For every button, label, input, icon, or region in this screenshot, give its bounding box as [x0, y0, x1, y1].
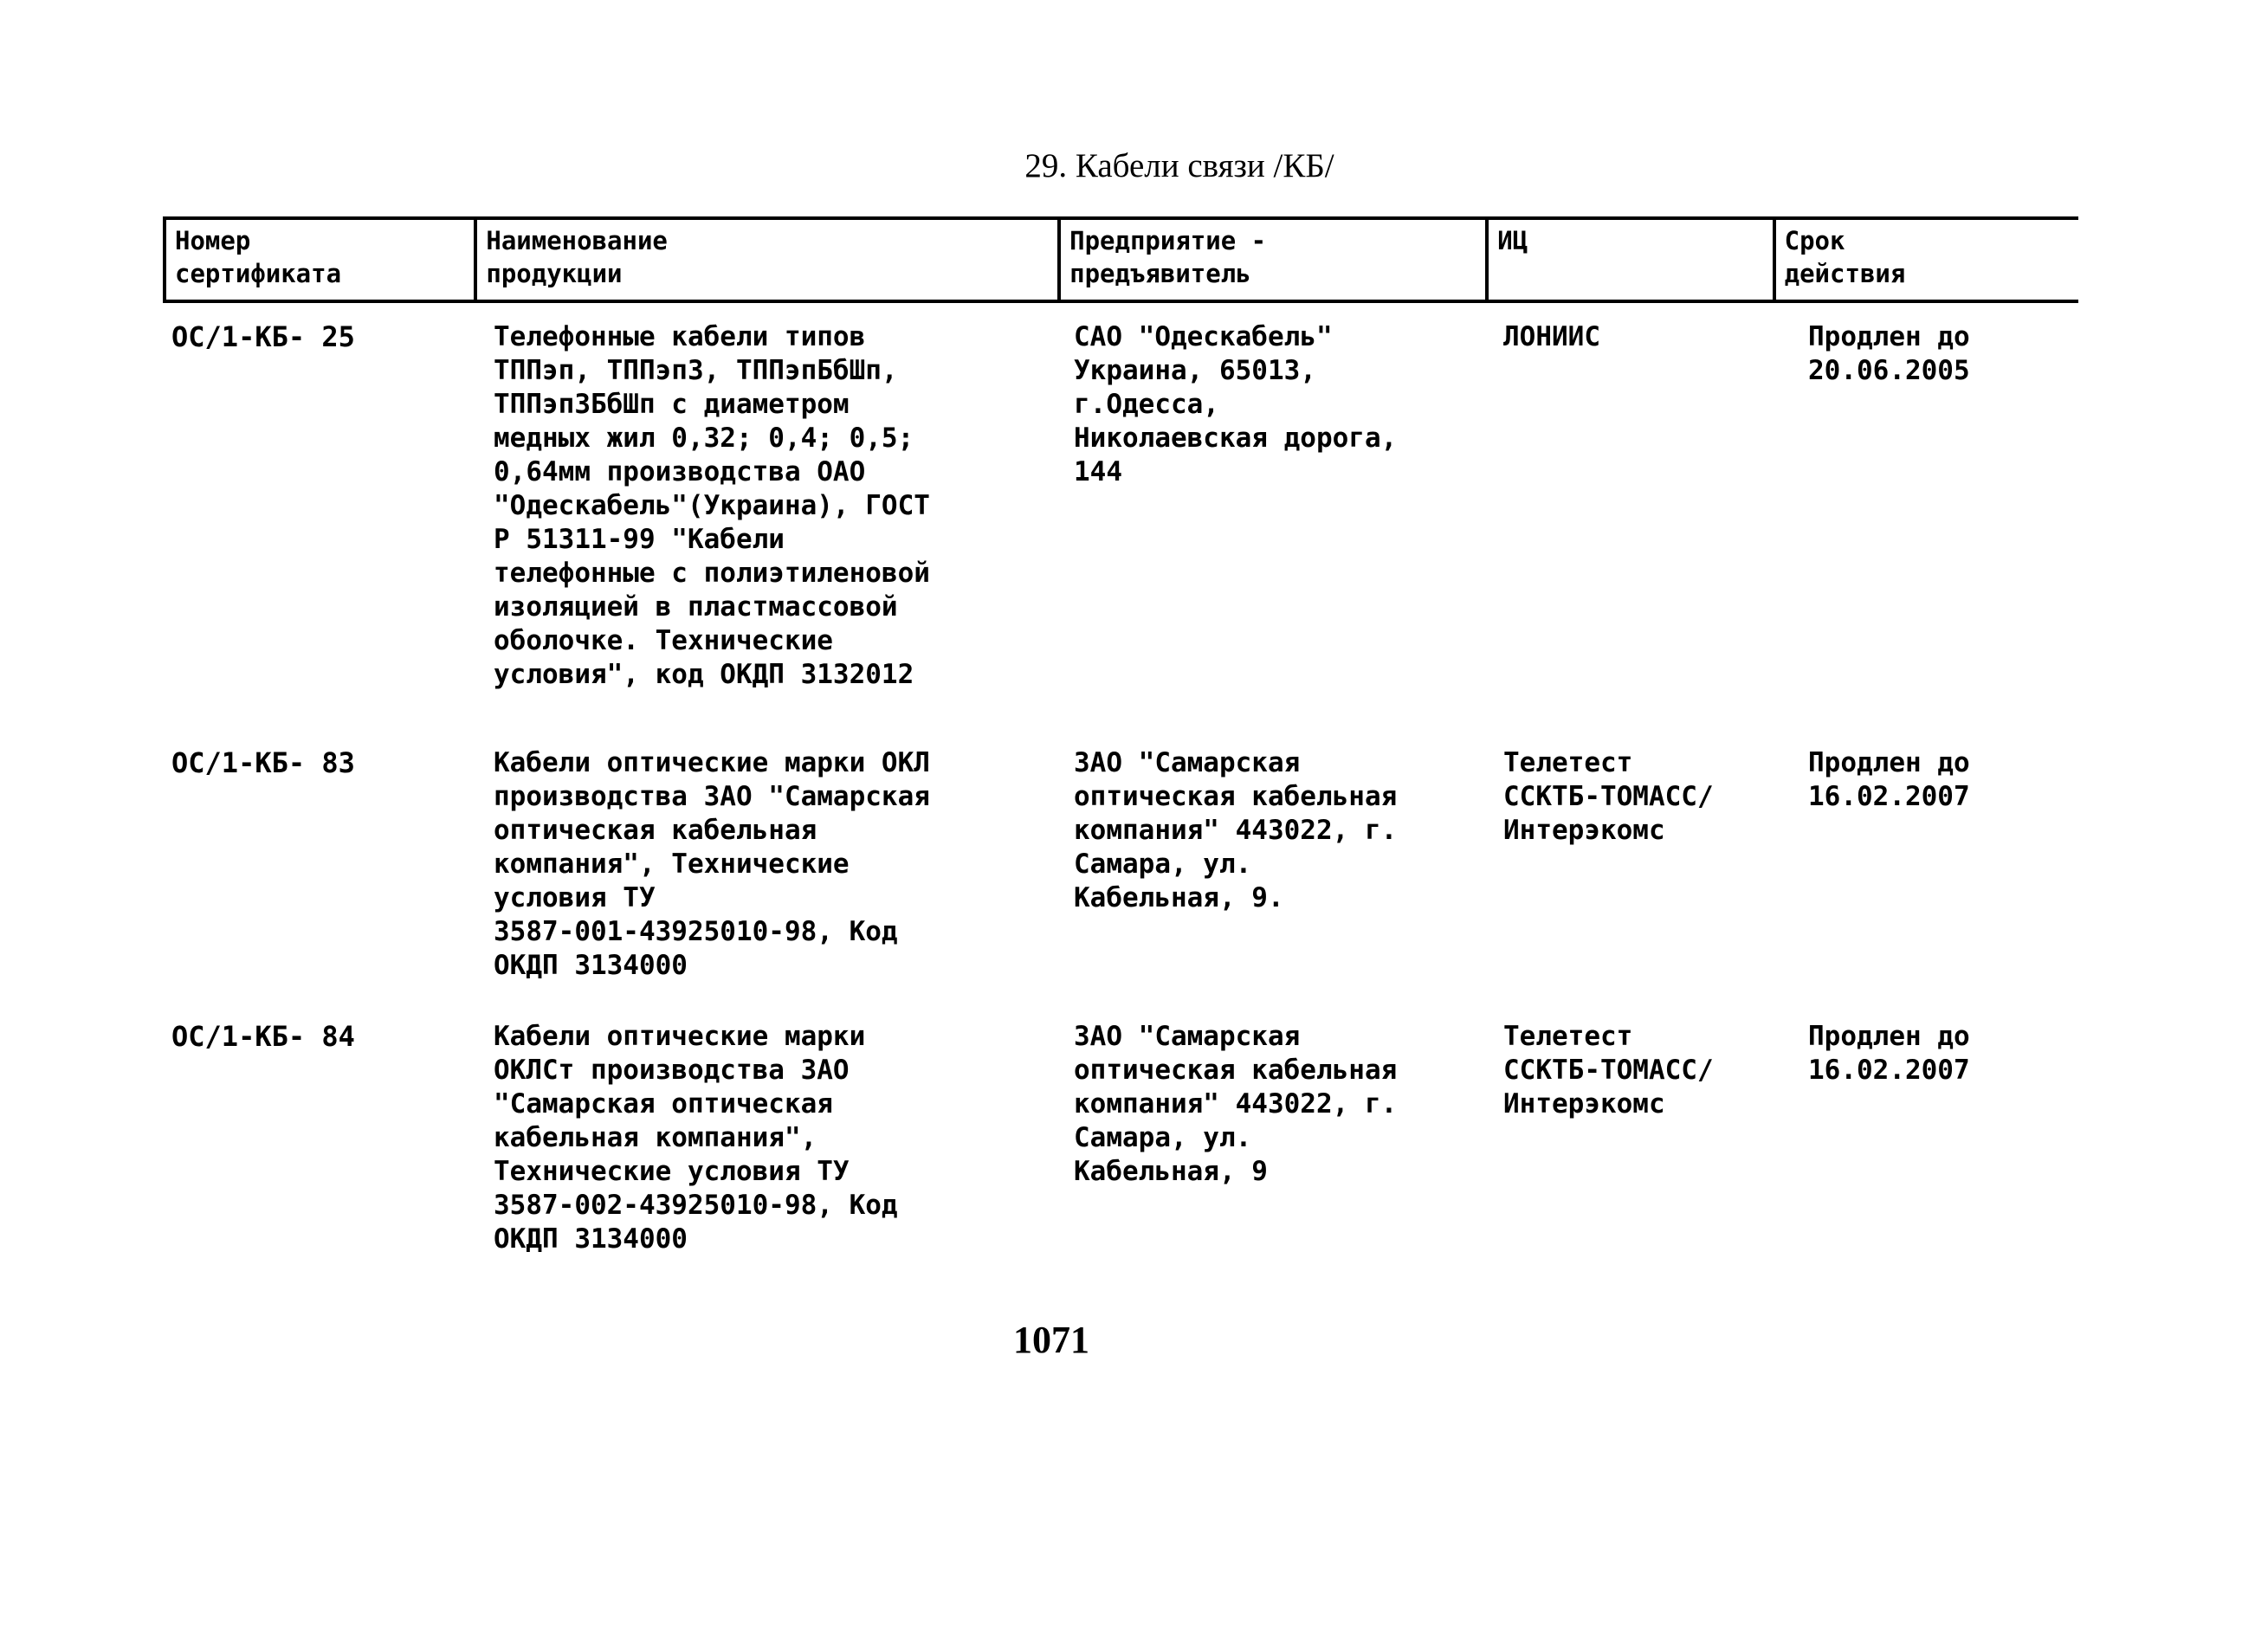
- enterprise: САО "Одескабель" Украина, 65013, г.Одесса, Николаевская дорога, 144: [1074, 321, 1398, 487]
- validity-term: Продлен до 16.02.2007: [1808, 1021, 1970, 1086]
- certificate-number: ОС/1-КБ- 84: [171, 1020, 355, 1053]
- page-title: 29. Кабели связи /КБ/: [1024, 147, 1334, 184]
- header-test-center: ИЦ: [1489, 220, 1775, 300]
- product-name: Телефонные кабели типов ТППэп, ТППэпЗ, ТППэпБбШп, ТППэпЗБбШп с диаметром медных жил 0,32; 0,4; 0,5; 0,64мм производства ОАО "Одескабель"(Украина), ГОСТ Р 51311-99 "Кабели телефонные с полиэтиленовой изоляцией в пластмассовой оболочке. Технические условия", код ОКДП 3132012: [494, 321, 930, 690]
- product-name: Кабели оптические марки ОКЛСт производства ЗАО "Самарская оптическая кабельная компания", Технические условия ТУ 3587-002-43925010-98, Код ОКДП 3134000: [494, 1021, 898, 1255]
- header-certificate-number: Номер сертификата: [166, 220, 477, 300]
- product-name: Кабели оптические марки ОКЛ производства ЗАО "Самарская оптическая кабельная компания", Технические условия ТУ 3587-001-43925010-98, Код ОКДП 3134000: [494, 747, 930, 981]
- enterprise: ЗАО "Самарская оптическая кабельная компания" 443022, г. Самара, ул. Кабельная, 9: [1074, 1021, 1398, 1187]
- table-header: [163, 216, 2078, 303]
- validity-term: Продлен до 20.06.2005: [1808, 321, 1970, 386]
- header-product-name: Наименование продукции: [477, 220, 1061, 300]
- certificate-number: ОС/1-КБ- 25: [171, 320, 355, 353]
- header-validity: Срок действия: [1784, 226, 1906, 288]
- validity-term: Продлен до 16.02.2007: [1808, 747, 1970, 812]
- enterprise: ЗАО "Самарская оптическая кабельная компания" 443022, г. Самара, ул. Кабельная, 9.: [1074, 747, 1398, 913]
- test-center: Телетест ССКТБ-ТОМАСС/ Интерэкомс: [1503, 1021, 1714, 1120]
- certificate-table: [163, 216, 2078, 1255]
- test-center: Телетест ССКТБ-ТОМАСС/ Интерэкомс: [1503, 747, 1714, 846]
- test-center: ЛОНИИС: [1503, 321, 1600, 352]
- page-number: 1071: [1013, 1319, 1089, 1361]
- header-enterprise: Предприятие - предъявитель: [1061, 220, 1489, 300]
- certificate-number: ОС/1-КБ- 83: [171, 746, 355, 779]
